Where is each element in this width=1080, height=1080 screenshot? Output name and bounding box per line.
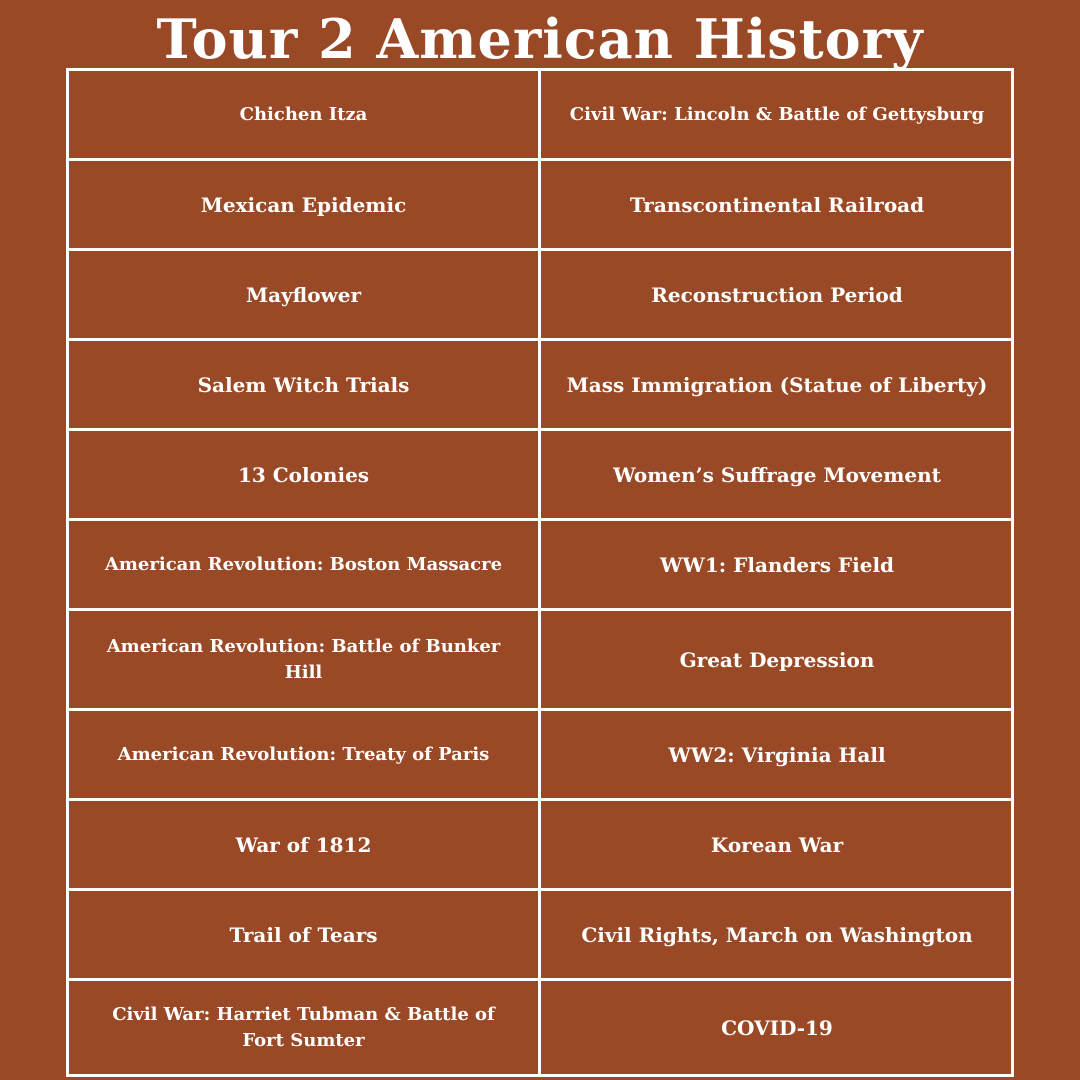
table-cell-right: Mass Immigration (Statue of Liberty) — [541, 341, 1013, 431]
table-cell-right: COVID-19 — [541, 981, 1013, 1077]
page-title: Tour 2 American History — [156, 7, 924, 71]
table-cell-right: WW1: Flanders Field — [541, 521, 1013, 611]
table-cell-left: War of 1812 — [69, 801, 541, 891]
table-cell-right: Transcontinental Railroad — [541, 161, 1013, 251]
table-cell-left: Trail of Tears — [69, 891, 541, 981]
table-cell-left: Civil War: Harriet Tubman & Battle of Fort Sumter — [69, 981, 541, 1077]
history-table — [66, 68, 1014, 1077]
table-cell-right: Women’s Suffrage Movement — [541, 431, 1013, 521]
table-cell-left: Mayflower — [69, 251, 541, 341]
table-cell-right: Korean War — [541, 801, 1013, 891]
table-cell-left: Salem Witch Trials — [69, 341, 541, 431]
table-cell-left: American Revolution: Treaty of Paris — [69, 711, 541, 801]
table-cell-right: Civil Rights, March on Washington — [541, 891, 1013, 981]
table-cell-left: American Revolution: Battle of Bunker Hill — [69, 611, 541, 711]
table-cell-left: 13 Colonies — [69, 431, 541, 521]
table-cell-right: Civil War: Lincoln & Battle of Gettysburg — [541, 71, 1013, 161]
table-cell-right: Reconstruction Period — [541, 251, 1013, 341]
table-cell-right: WW2: Virginia Hall — [541, 711, 1013, 801]
table-cell-right: Great Depression — [541, 611, 1013, 711]
table-cell-left: American Revolution: Boston Massacre — [69, 521, 541, 611]
table-cell-left: Chichen Itza — [69, 71, 541, 161]
table-cell-left: Mexican Epidemic — [69, 161, 541, 251]
